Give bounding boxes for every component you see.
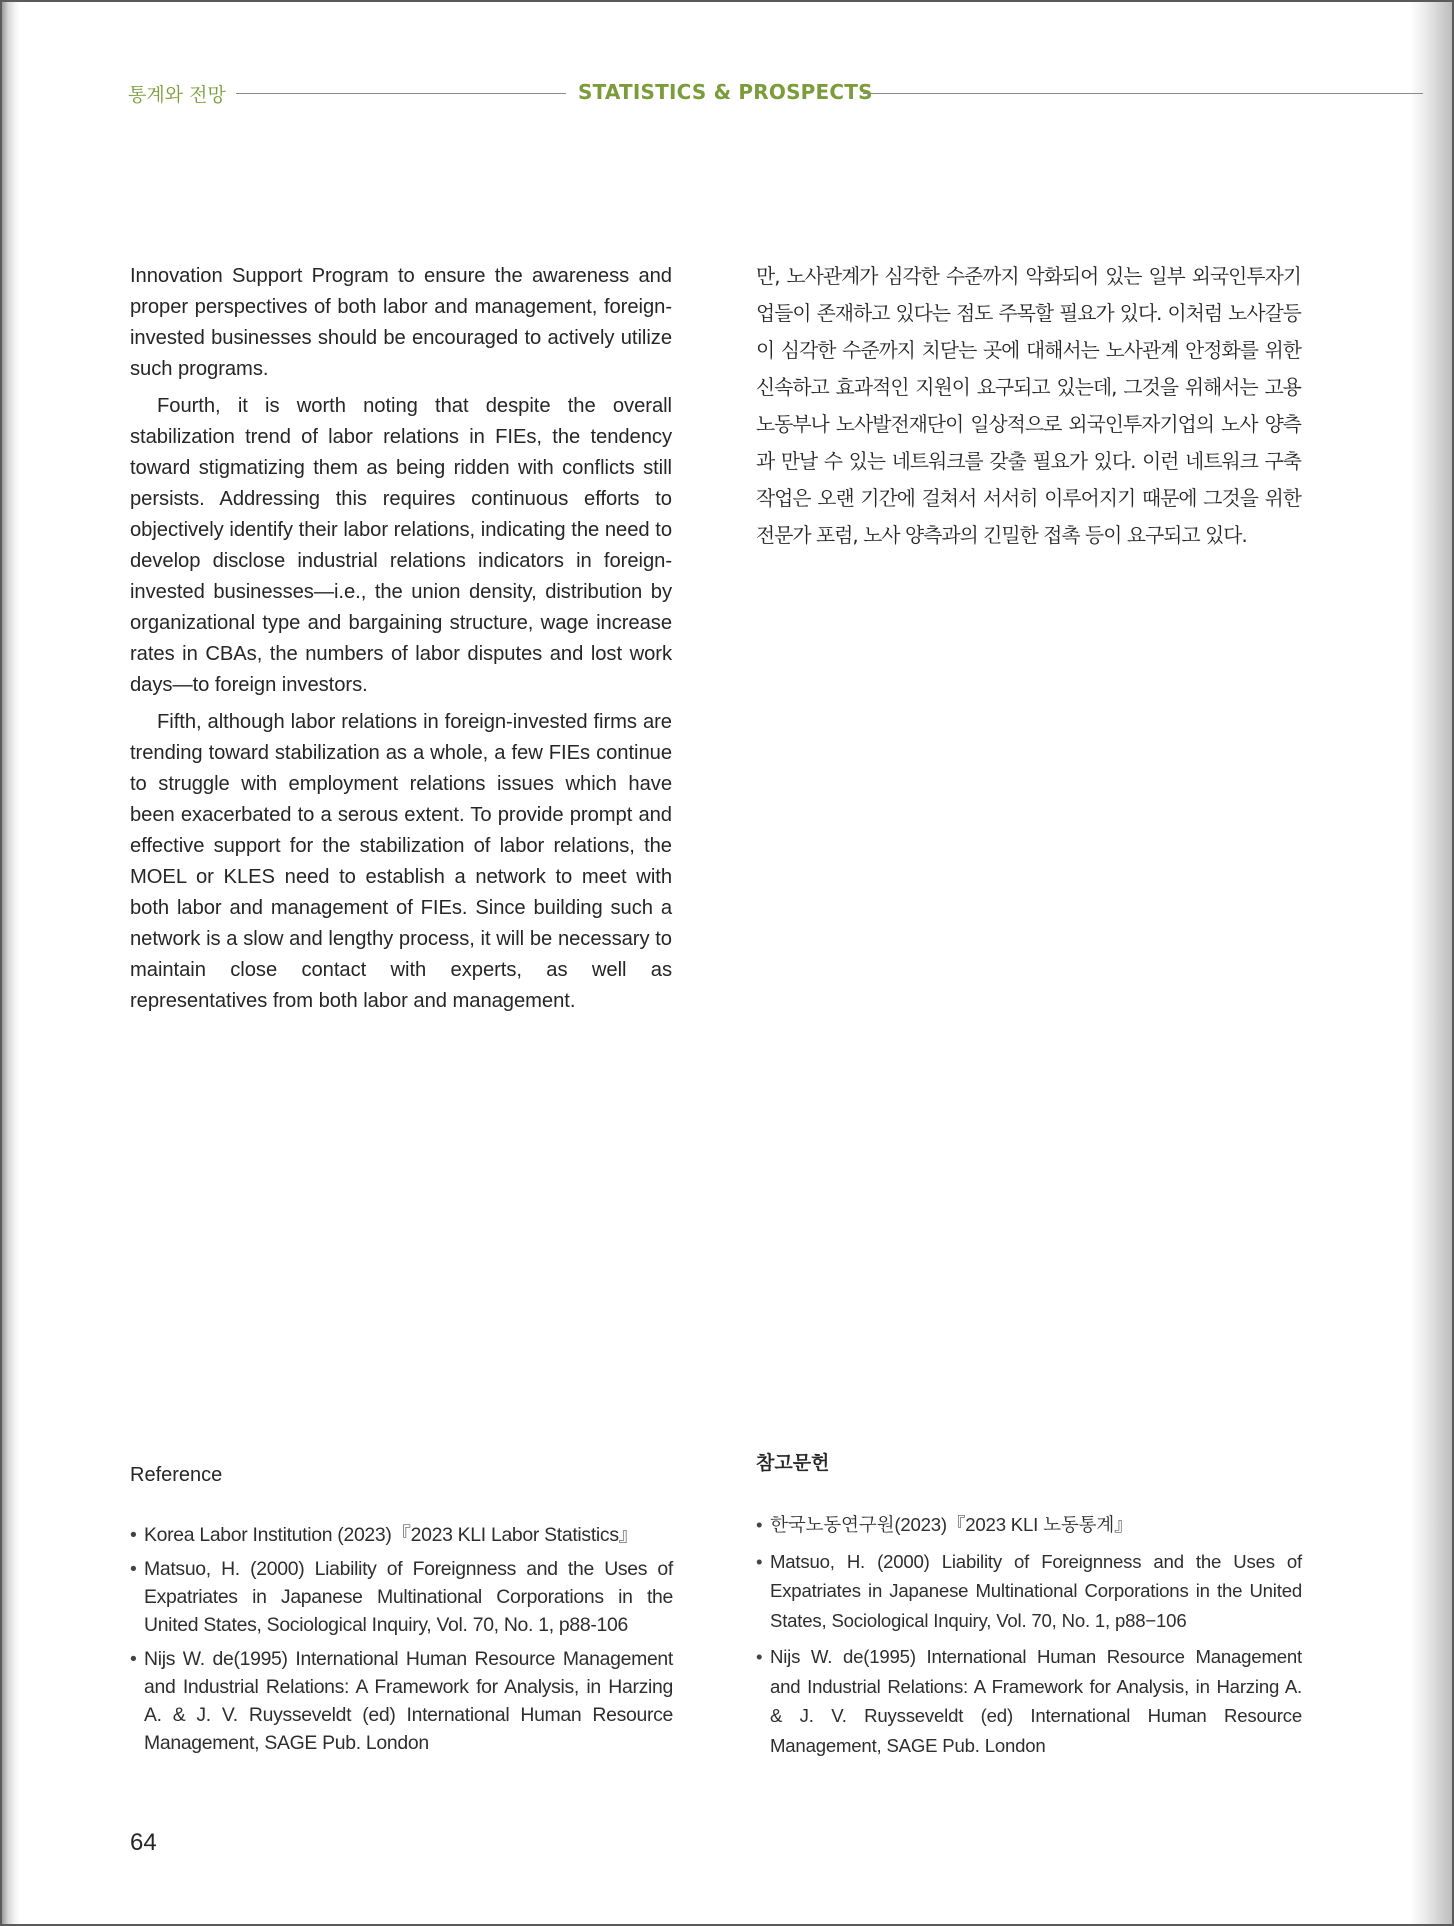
reference-item — [130, 1555, 673, 1639]
reference-heading-korean: 참고문헌 — [756, 1452, 830, 1474]
reference-text: 한국노동연구원(2023)『2023 KLI 노동통계』 — [770, 1514, 1133, 1535]
body-paragraph-korean: 만, 노사관계가 심각한 수준까지 악화되어 있는 일부 외국인투자기업들이 존재하고 있다는 점도 주목할 필요가 있다. 이처럼 노사갈등이 심각한 수준까지 치닫는 곳에 대해서는 노사관계 안정화를 위한 신속하고 효과적인 지원이 요구되고 있는데, 그것을 위해서는 고용노동부나 노사발전재단이 일상적으로 외국인투자기업의 노사 양측과 만날 수 있는 네트워크를 갖출 필요가 있다. 이런 네트워크 구축 작업은 오랜 기간에 걸쳐서 서서히 이루어지기 때문에 그것을 위한 전문가 포럼, 노사 양측과의 긴밀한 접촉 등이 요구되고 있다. — [756, 265, 1301, 547]
bullet-icon: • — [130, 1648, 137, 1670]
header-rule-left — [236, 93, 566, 94]
running-header-korean: 통계와 전망 — [128, 84, 226, 106]
binding-shadow — [2, 2, 20, 1924]
document-page — [2, 2, 1452, 1924]
reference-item — [756, 1547, 1302, 1636]
reference-text: Matsuo, H. (2000) Liability of Foreignness and the Uses of Expatriates in Japanese Multinational Corporations in the United States, Sociological Inquiry, Vol. 70, No. 1, p88-106 — [144, 1558, 673, 1636]
reference-text: Nijs W. de(1995) International Human Resource Management and Industrial Relations: A Framework for Analysis, in Harzing A. & J. V. Ruysseveldt (ed) International Human Resource Management, SAGE Pub. London — [144, 1648, 673, 1754]
body-paragraph: Fourth, it is worth noting that despite the overall stabilization trend of labor relations in FIEs, the tendency toward stigmatizing them as being ridden with conflicts still persists. Addressing this requires continuous efforts to objectively identify their labor relations, indicating the need to develop disclose industrial relations indicators in foreign-invested businesses—i.e., the union density, distribution by organizational type and bargaining structure, wage increase rates in CBAs, the numbers of labor disputes and lost work days—to foreign investors. — [130, 395, 672, 696]
reference-text: Korea Labor Institution (2023)『2023 KLI Labor Statistics』 — [144, 1524, 638, 1546]
bullet-icon: • — [756, 1550, 763, 1572]
bullet-icon: • — [756, 1646, 763, 1667]
body-paragraph: Innovation Support Program to ensure the awareness and proper perspectives of both labor and management, foreign-invested businesses should be encouraged to actively utilize such programs. — [130, 265, 672, 380]
running-header-english: STATISTICS & PROSPECTS — [578, 80, 873, 104]
reference-item — [130, 1645, 673, 1757]
body-paragraph: Fifth, although labor relations in foreign-invested firms are trending toward stabilization as a whole, a few FIEs continue to struggle with employment relations issues which have been exacerbated to a serous extent. To provide prompt and effective support for the stabilization of labor relations, the MOEL or KLES need to establish a network to meet with both labor and management of FIEs. Since building such a network is a slow and lengthy process, it will be necessary to maintain close contact with experts, as well as representatives from both labor and management. — [130, 711, 672, 1012]
header-rule-right — [863, 93, 1423, 94]
reference-heading: Reference — [130, 1464, 223, 1486]
korean-body-column — [756, 258, 1301, 554]
reference-item — [130, 1521, 673, 1549]
reference-text: Nijs W. de(1995) International Human Resource Management and Industrial Relations: A Framework for Analysis, in Harzing A. & J. V. Ruysseveldt (ed) International Human Resource Management, SAGE Pub. London — [770, 1646, 1302, 1756]
reference-text: Matsuo, H. (2000) Liability of Foreignness and the Uses of Expatriates in Japanese Multinational Corporations in the United States, Sociological Inquiry, Vol. 70, No. 1, p88−106 — [770, 1550, 1302, 1631]
bullet-icon: • — [130, 1558, 137, 1580]
reference-item — [756, 1642, 1302, 1760]
reference-list — [130, 1521, 673, 1763]
bullet-icon: • — [756, 1514, 763, 1535]
page-edge-shadow — [1410, 2, 1452, 1924]
reference-item — [756, 1510, 1302, 1540]
reference-list-korean — [756, 1510, 1302, 1767]
page-number: 64 — [130, 1829, 157, 1856]
bullet-icon: • — [130, 1524, 137, 1546]
english-body-column — [130, 261, 672, 1023]
